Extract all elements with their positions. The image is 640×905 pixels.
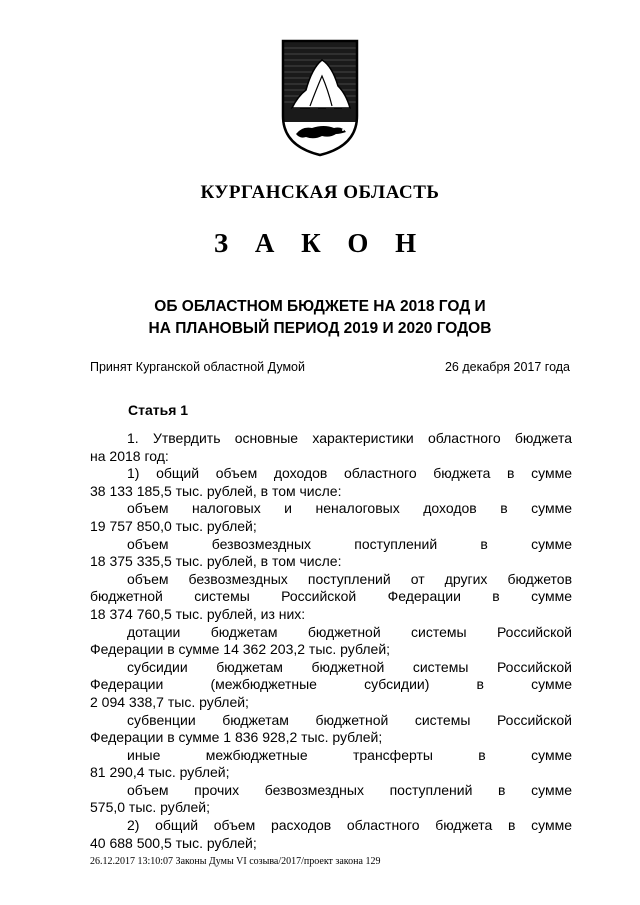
text-line: 575,0 тыс. рублей; bbox=[90, 799, 211, 816]
document-footer: 26.12.2017 13:10:07 Законы Думы VI созыва/2017/проект закона 129 bbox=[90, 856, 381, 867]
article-body bbox=[90, 430, 572, 852]
text-line: дотации бюджетам бюджетной системы Российской bbox=[127, 623, 572, 640]
text-line: 2 094 338,7 тыс. рублей; bbox=[90, 693, 249, 710]
article-heading: Статья 1 bbox=[128, 402, 189, 418]
text-line: 40 688 500,5 тыс. рублей; bbox=[90, 834, 257, 851]
region-name: КУРГАНСКАЯ ОБЛАСТЬ bbox=[200, 182, 440, 203]
adopted-date: 26 декабря 2017 года bbox=[444, 360, 570, 374]
text-line: объем безвозмездных поступлений от других бюджетов bbox=[127, 570, 572, 587]
text-line: бюджетной системы Российской Федерации в сумме bbox=[90, 588, 572, 605]
coat-of-arms-icon bbox=[280, 38, 360, 158]
text-line: 81 290,4 тыс. рублей; bbox=[90, 764, 230, 781]
text-line: объем прочих безвозмездных поступлений в сумме bbox=[127, 781, 572, 798]
text-line: 1) общий объем доходов областного бюджета в сумме bbox=[127, 465, 572, 482]
text-line: субвенции бюджетам бюджетной системы Российской bbox=[127, 711, 572, 728]
title-line-2: НА ПЛАНОВЫЙ ПЕРИОД 2019 И 2020 ГОДОВ bbox=[148, 320, 492, 337]
text-line: Федерации в сумме 14 362 203,2 тыс. рублей; bbox=[90, 641, 391, 658]
text-line: 19 757 850,0 тыс. рублей; bbox=[90, 517, 257, 534]
text-line: Федерации (межбюджетные субсидии) в сумме bbox=[90, 676, 572, 693]
adopted-by: Принят Курганской областной Думой bbox=[90, 360, 305, 374]
text-line: объем безвозмездных поступлений в сумме bbox=[127, 535, 572, 552]
text-line: 18 374 760,5 тыс. рублей, из них: bbox=[90, 605, 306, 622]
document-type: З А К О Н bbox=[213, 228, 427, 258]
text-line: 18 375 335,5 тыс. рублей, в том числе: bbox=[90, 553, 342, 570]
text-line: субсидии бюджетам бюджетной системы Российской bbox=[127, 658, 572, 675]
text-line: 38 133 185,5 тыс. рублей, в том числе: bbox=[90, 482, 342, 499]
text-line: Федерации в сумме 1 836 928,2 тыс. рублей; bbox=[90, 729, 383, 746]
text-line: 1. Утвердить основные характеристики областного бюджета bbox=[127, 430, 572, 446]
text-line: на 2018 год: bbox=[90, 447, 169, 464]
text-line: 2) общий объем расходов областного бюджета в сумме bbox=[127, 817, 572, 834]
adoption-line bbox=[90, 360, 570, 374]
document-title bbox=[0, 296, 640, 340]
title-line-1: ОБ ОБЛАСТНОМ БЮДЖЕТЕ НА 2018 ГОД И bbox=[154, 298, 486, 315]
text-line: объем налоговых и неналоговых доходов в сумме bbox=[127, 500, 572, 517]
text-line: иные межбюджетные трансферты в сумме bbox=[127, 746, 572, 763]
